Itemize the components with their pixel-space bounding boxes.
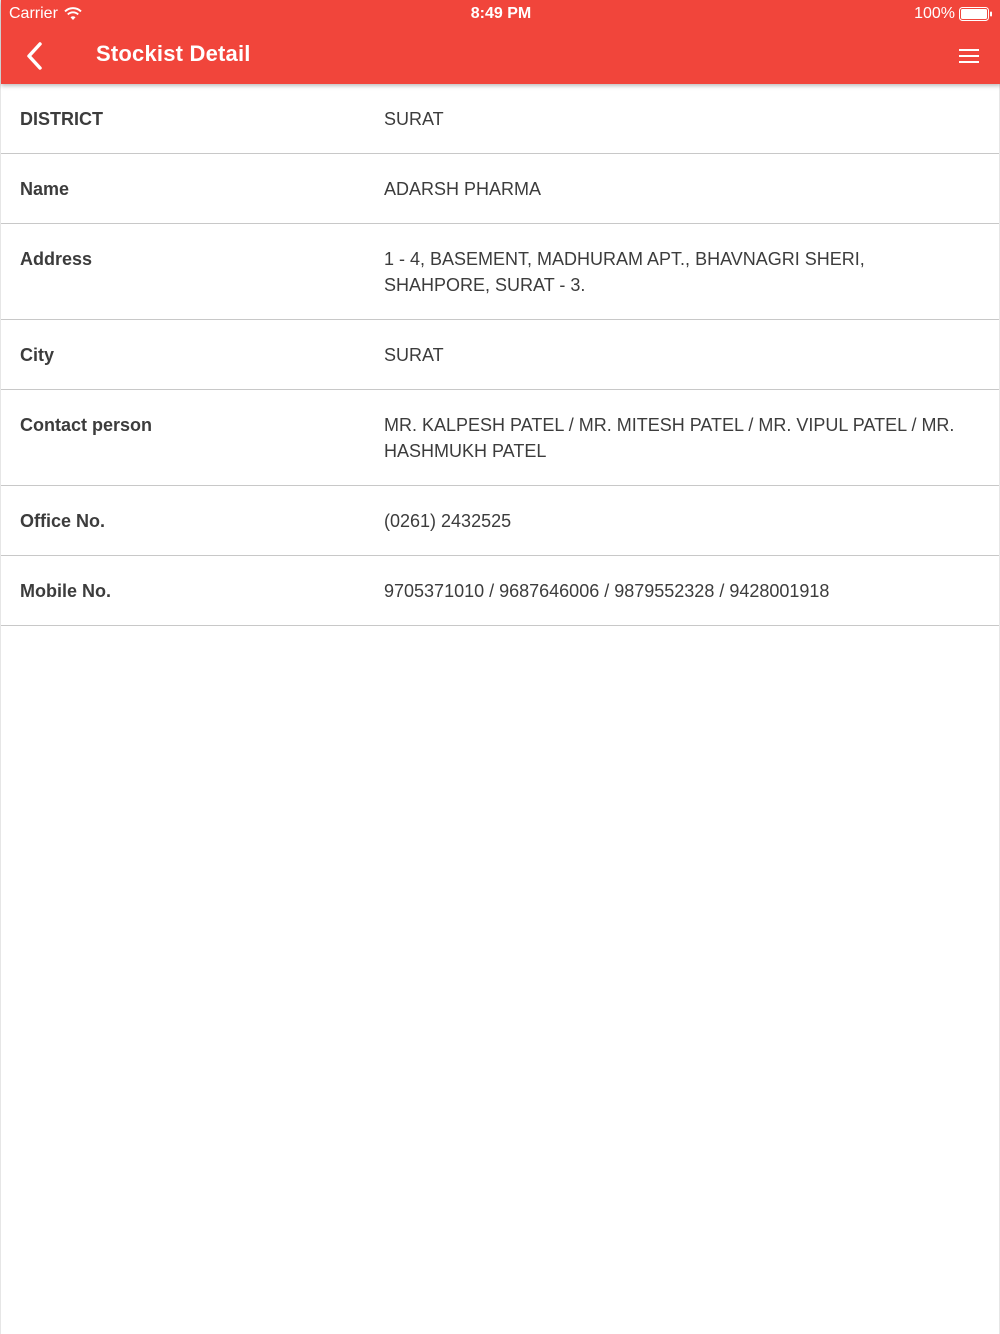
chevron-left-icon (25, 41, 45, 71)
detail-row-contact-person (1, 390, 999, 486)
detail-value[interactable]: 9705371010 / 9687646006 / 9879552328 / 9428001918 (384, 581, 830, 601)
detail-value: ADARSH PHARMA (384, 179, 542, 199)
detail-value: SURAT (384, 345, 444, 365)
page-title: Stockist Detail (96, 41, 251, 66)
battery-indicator (914, 5, 993, 23)
detail-label: Office No. (20, 511, 106, 531)
carrier-label: Carrier (9, 5, 58, 22)
battery-percentage: 100% (914, 5, 955, 22)
detail-label: Contact person (20, 415, 153, 435)
detail-row-office-no (1, 486, 999, 556)
status-bar (1, 0, 1000, 28)
detail-value: SURAT (384, 109, 444, 129)
detail-label: Mobile No. (20, 581, 111, 601)
detail-label: Name (20, 179, 70, 199)
detail-value: MR. KALPESH PATEL / MR. MITESH PATEL / MR. VIPUL PATEL / MR. HASHMUKH PATEL (384, 415, 955, 461)
detail-row-address (1, 224, 999, 320)
back-button[interactable] (15, 36, 55, 76)
detail-label: City (20, 345, 55, 365)
detail-value[interactable]: (0261) 2432525 (384, 511, 512, 531)
detail-row-district (1, 84, 999, 154)
menu-button[interactable] (949, 38, 989, 74)
navigation-bar (1, 28, 1000, 84)
detail-row-name (1, 154, 999, 224)
detail-row-mobile-no (1, 556, 999, 626)
stockist-detail-list (1, 84, 999, 626)
battery-icon (959, 7, 993, 21)
detail-value: 1 - 4, BASEMENT, MADHURAM APT., BHAVNAGRI SHERI, SHAHPORE, SURAT - 3. (384, 249, 865, 295)
detail-label: Address (20, 249, 93, 269)
hamburger-menu-icon (958, 47, 980, 65)
detail-label: DISTRICT (20, 109, 103, 129)
detail-row-city (1, 320, 999, 390)
top-bar (1, 0, 1000, 84)
clock: 8:49 PM (470, 5, 532, 22)
